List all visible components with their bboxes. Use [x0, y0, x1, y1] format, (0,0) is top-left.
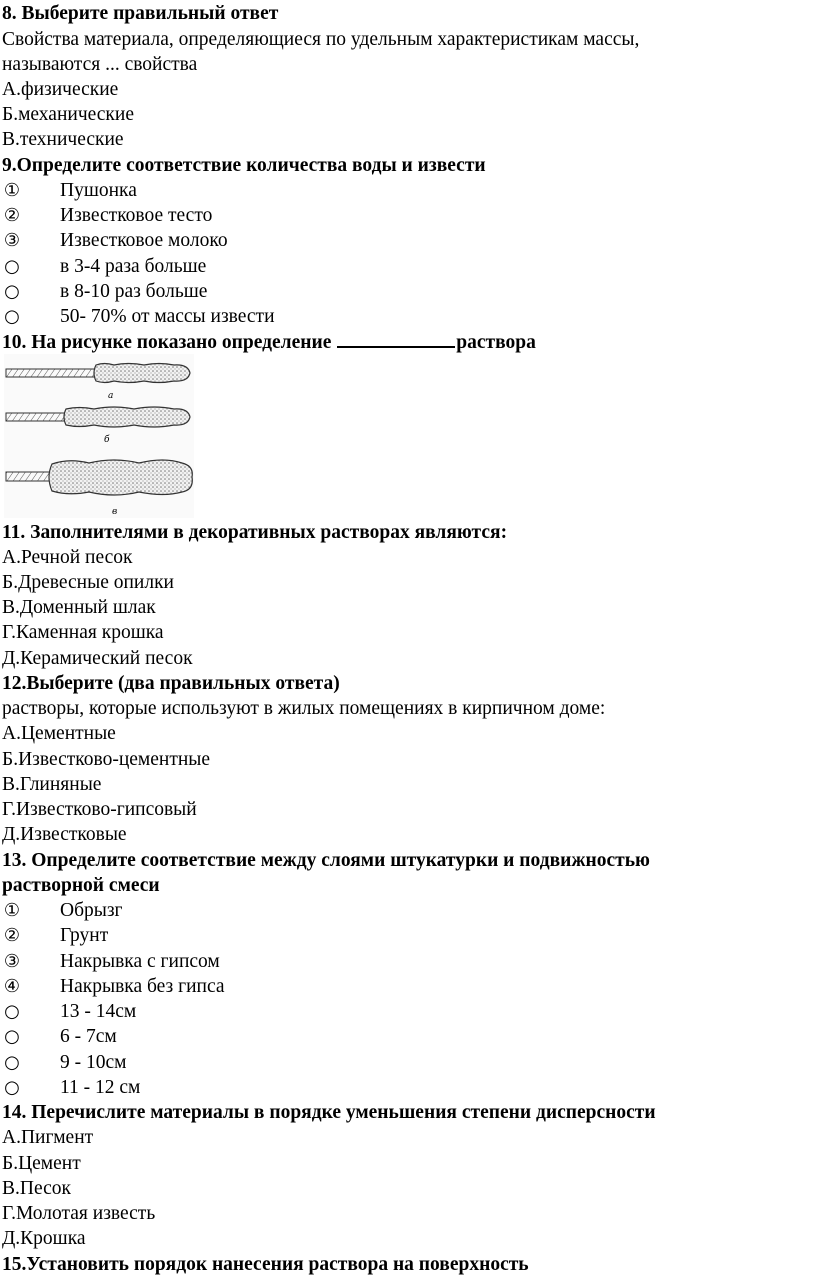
q13-circle-1-icon: ○ — [4, 1001, 20, 1022]
q14-option-a: А.Пигмент — [2, 1127, 94, 1148]
q13-left-item-2: Грунт — [60, 925, 109, 946]
q13-right-item-1: 13 - 14см — [60, 1001, 137, 1022]
q9-left-item-1: Пушонка — [60, 180, 137, 201]
q11-option-d: Г.Каменная крошка — [2, 622, 164, 643]
q13-right-item-2: 6 - 7см — [60, 1026, 117, 1047]
q12-option-c: В.Глиняные — [2, 774, 102, 795]
q13-number-4-icon: ④ — [3, 976, 21, 997]
label-c: в — [112, 507, 118, 517]
q9-title: 9.Определите соответствие количества воды и извести — [2, 155, 486, 176]
label-a: а — [108, 391, 114, 401]
q13-number-1-icon: ① — [3, 900, 21, 921]
q10-title — [2, 330, 536, 355]
q12-option-a: А.Цементные — [2, 723, 116, 744]
q9-number-2-icon: ② — [3, 205, 21, 226]
q8-option-c: В.технические — [2, 129, 124, 150]
q11-option-c: В.Доменный шлак — [2, 597, 156, 618]
q11-option-a: А.Речной песок — [2, 547, 133, 568]
q8-title: 8. Выберите правильный ответ — [2, 3, 279, 24]
q9-left-item-3: Известковое молоко — [60, 230, 228, 251]
q9-right-item-1: в 3-4 раза больше — [60, 256, 207, 277]
q13-number-2-icon: ② — [3, 925, 21, 946]
q9-right-item-3: 50- 70% от массы извести — [60, 306, 275, 327]
q8-text-line-1: Свойства материала, определяющиеся по удельным характеристикам массы, — [2, 29, 640, 50]
q14-option-c: В.Песок — [2, 1178, 71, 1199]
q9-right-item-2: в 8-10 раз больше — [60, 281, 208, 302]
q8-option-a: А.физические — [2, 79, 119, 100]
cone-test-figure — [4, 354, 194, 518]
q12-option-d: Г.Известково-гипсовый — [2, 799, 197, 820]
q8-option-b: Б.механические — [2, 104, 134, 125]
label-b: б — [104, 435, 110, 445]
q10-title-end: раствора — [456, 332, 536, 353]
q12-option-b: Б.Известково-цементные — [2, 749, 211, 770]
q13-title-line-1: 13. Определите соответствие между слоями штукатурки и подвижностью — [2, 850, 650, 871]
q13-left-item-4: Накрывка без гипса — [60, 976, 225, 997]
q11-option-e: Д.Керамический песок — [2, 648, 193, 669]
q9-number-1-icon: ① — [3, 180, 21, 201]
q11-option-b: Б.Древесные опилки — [2, 572, 174, 593]
q13-circle-2-icon: ○ — [4, 1026, 20, 1047]
q14-option-b: Б.Цемент — [2, 1153, 81, 1174]
q9-circle-1-icon: ○ — [4, 256, 20, 277]
q8-text-line-2: называются ... свойства — [2, 54, 198, 75]
q11-title: 11. Заполнителями в декоративных растворах являются: — [2, 522, 508, 543]
q13-number-3-icon: ③ — [3, 951, 21, 972]
q9-circle-3-icon: ○ — [4, 306, 20, 327]
q12-text: растворы, которые используют в жилых помещениях в кирпичном доме: — [2, 698, 606, 719]
q14-option-d: Г.Молотая известь — [2, 1203, 156, 1224]
q14-title: 14. Перечислите материалы в порядке уменьшения степени дисперсности — [2, 1102, 656, 1123]
q15-title: 15.Установить порядок нанесения раствора на поверхность — [2, 1254, 529, 1275]
q13-left-item-3: Накрывка с гипсом — [60, 951, 220, 972]
q9-left-item-2: Известковое тесто — [60, 205, 213, 226]
q13-right-item-3: 9 - 10см — [60, 1052, 127, 1073]
q12-title: 12.Выберите (два правильных ответа) — [2, 673, 340, 694]
q13-circle-3-icon: ○ — [4, 1052, 20, 1073]
q13-circle-4-icon: ○ — [4, 1077, 20, 1098]
q12-option-e: Д.Известковые — [2, 824, 127, 845]
q13-title-line-2: растворной смеси — [2, 875, 160, 896]
q10-title-start: 10. На рисунке показано определение — [2, 332, 337, 353]
q14-option-e: Д.Крошка — [2, 1228, 86, 1249]
q9-number-3-icon: ③ — [3, 230, 21, 251]
q13-right-item-4: 11 - 12 см — [60, 1077, 141, 1098]
q13-left-item-1: Обрызг — [60, 900, 123, 921]
q9-circle-2-icon: ○ — [4, 281, 20, 302]
answer-blank — [337, 330, 455, 348]
